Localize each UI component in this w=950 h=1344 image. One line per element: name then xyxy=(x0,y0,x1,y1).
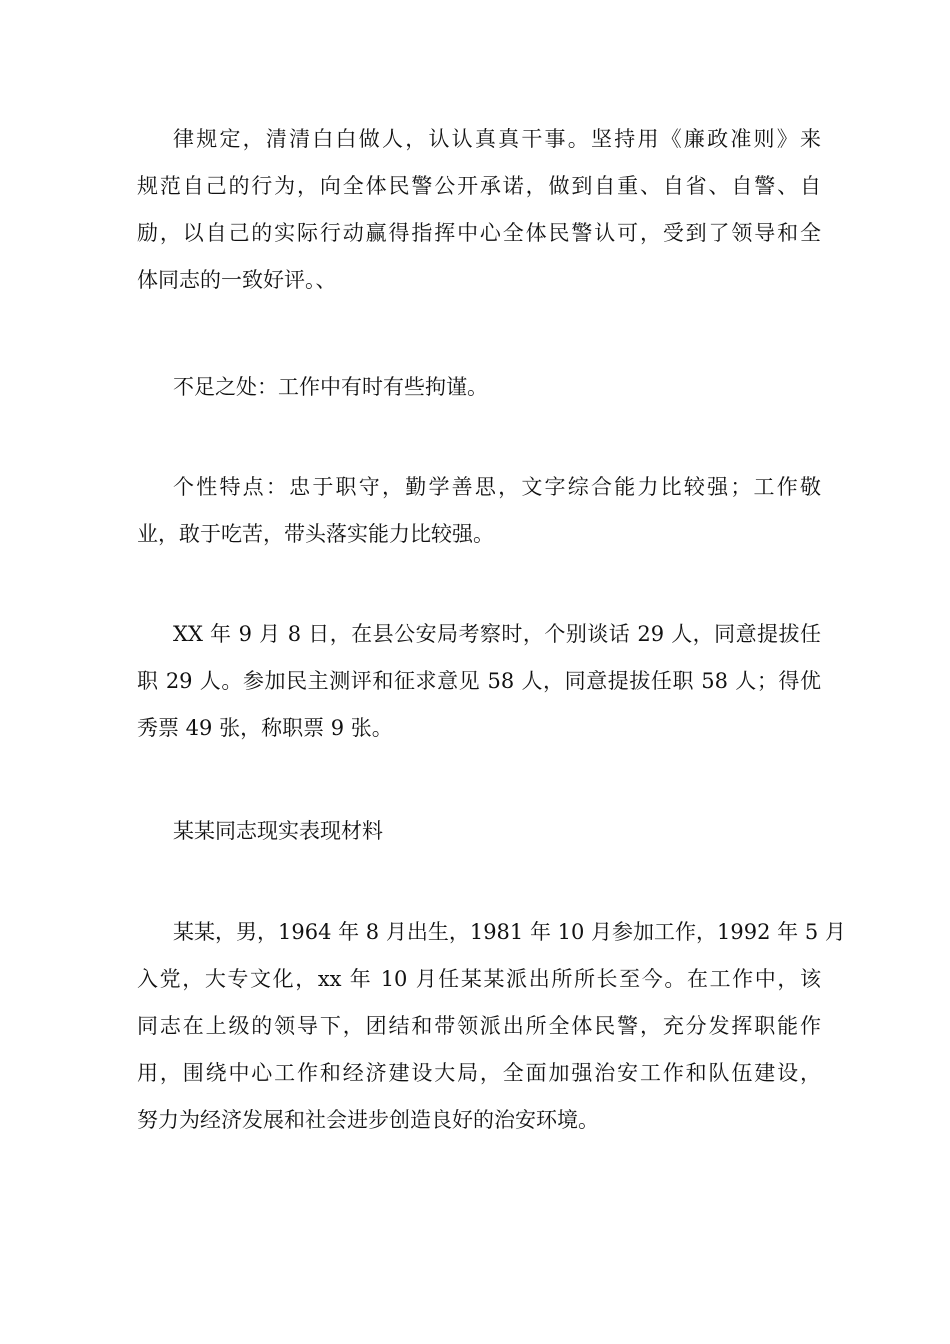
paragraph-traits xyxy=(137,464,821,558)
paragraph-line: 同志在上级的领导下，团结和带领派出所全体民警，充分发挥职能作 xyxy=(137,1014,821,1038)
paragraph-line: 某某，男，1964 年 8 月出生，1981 年 10 月参加工作，1992 年 5 月 xyxy=(173,920,846,944)
paragraph-line: 励，以自己的实际行动赢得指挥中心全体民警认可，受到了领导和全 xyxy=(137,221,821,245)
paragraph-line: 业，敢于吃苦，带头落实能力比较强。 xyxy=(137,522,494,546)
section-title-text: 某某同志现实表现材料 xyxy=(173,819,383,843)
paragraph-line: 体同志的一致好评。、 xyxy=(137,268,337,292)
paragraph-shortcomings xyxy=(137,364,821,411)
paragraph-biography xyxy=(137,909,846,1144)
section-title xyxy=(137,808,821,855)
paragraph-line: 入党，大专文化，xx 年 10 月任某某派出所所长至今。在工作中，该 xyxy=(137,967,821,991)
paragraph-line: XX 年 9 月 8 日，在县公安局考察时，个别谈话 29 人，同意提拔任 xyxy=(173,622,821,646)
paragraph-line: 个性特点：忠于职守，勤学善思，文字综合能力比较强；工作敬 xyxy=(173,475,821,499)
paragraph-line: 用，围绕中心工作和经济建设大局，全面加强治安工作和队伍建设， xyxy=(137,1061,821,1085)
paragraph-line: 职 29 人。参加民主测评和征求意见 58 人，同意提拔任职 58 人；得优 xyxy=(137,669,821,693)
paragraph-line: 不足之处：工作中有时有些拘谨。 xyxy=(173,375,488,399)
paragraph-line: 规范自己的行为，向全体民警公开承诺，做到自重、自省、自警、自 xyxy=(137,174,821,198)
paragraph-line: 秀票 49 张，称职票 9 张。 xyxy=(137,716,393,740)
paragraph-integrity xyxy=(137,116,821,304)
paragraph-line: 努力为经济发展和社会进步创造良好的治安环境。 xyxy=(137,1108,599,1132)
paragraph-line: 律规定，清清白白做人，认认真真干事。坚持用《廉政准则》来 xyxy=(173,127,821,151)
paragraph-evaluation xyxy=(137,611,821,752)
